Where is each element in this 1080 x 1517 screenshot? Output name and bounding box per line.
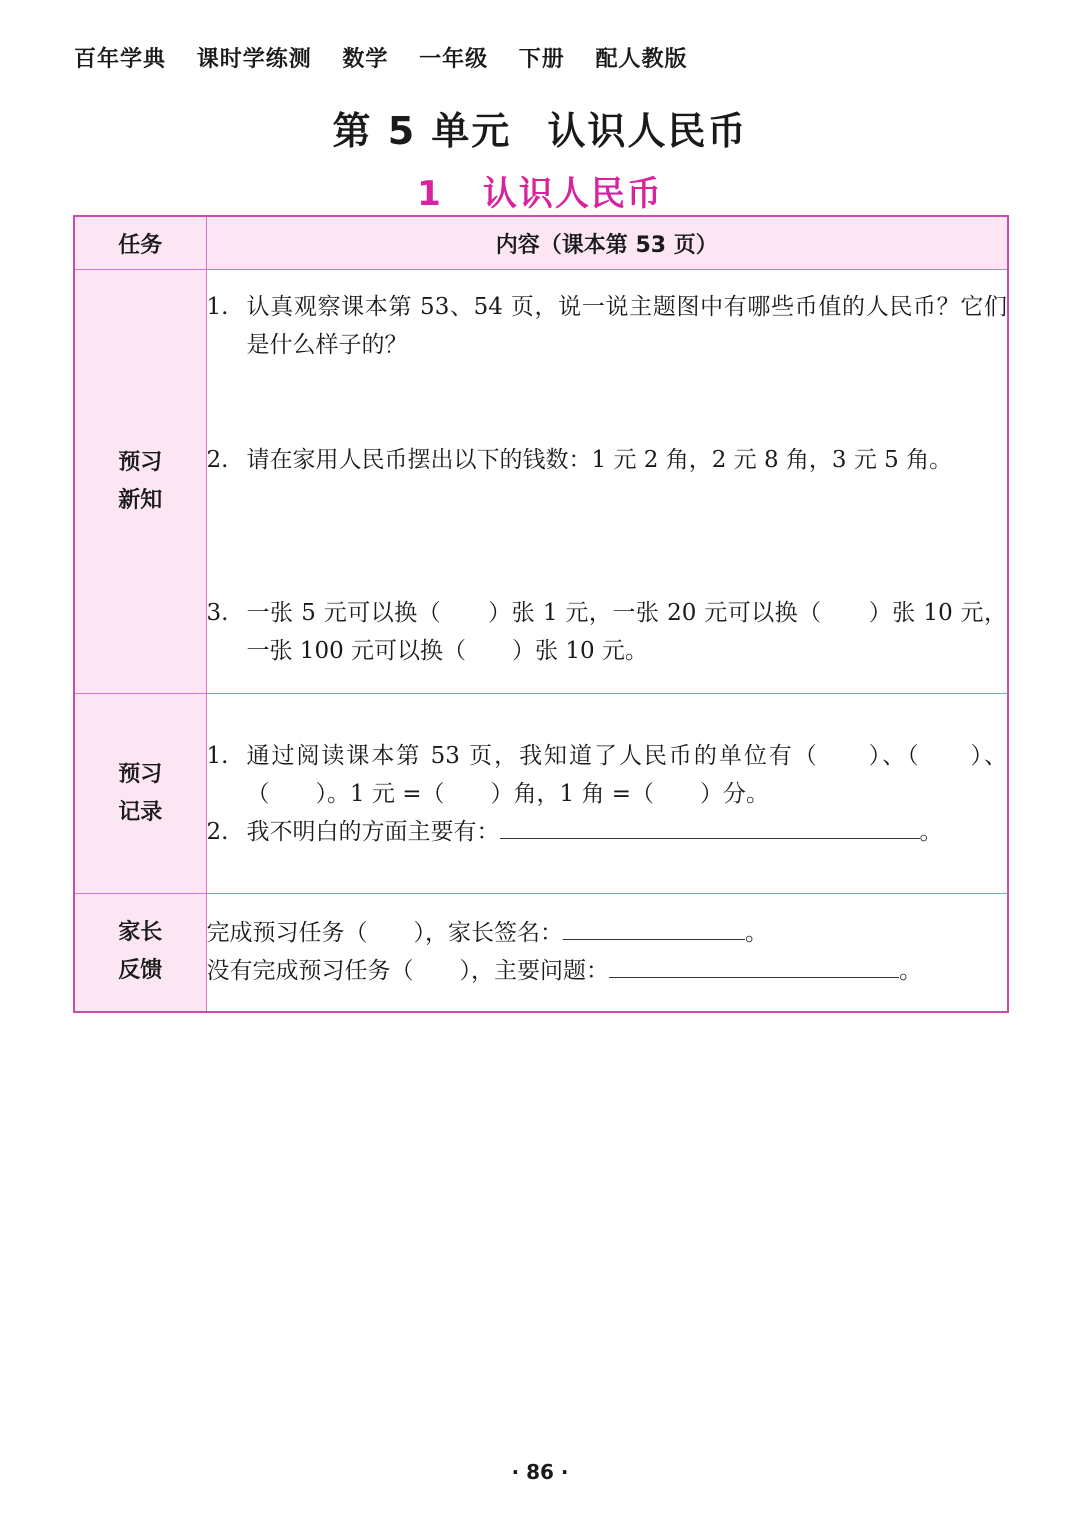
table-row-preview-record: [74, 694, 1008, 894]
feedback-line: 完成预习任务（ ），家长签名： 。: [207, 914, 1008, 952]
unit-number: 第 5 单元: [332, 109, 512, 153]
list-item: 2. 请在家用人民币摆出以下的钱数：1 元 2 角，2 元 8 角，3 元 5 角。: [206, 447, 953, 473]
row-content: [206, 694, 1008, 894]
unit-name: 认识人民币: [547, 109, 748, 153]
table-row-preview-knowledge: [74, 270, 1008, 694]
header-subject: 数学: [342, 47, 389, 72]
signature-blank[interactable]: [563, 915, 745, 940]
page-number: · 86 ·: [511, 1460, 569, 1484]
row-label: 预习 记录: [74, 694, 206, 894]
list-item: 2. 我不明白的方面主要有： 。: [207, 813, 1008, 851]
column-header-content: 内容（课本第 53 页）: [206, 216, 1008, 270]
list-item: 1. 认真观察课本第 53、54 页，说一说主题图中有哪些币值的人民币？它们是什么样子的？: [206, 294, 1007, 358]
header-edition: 配人教版: [595, 47, 688, 72]
list-item: 1. 通过阅读课本第 53 页，我知道了人民币的单位有（ ）、（ ）、（ ）。1 元 =（ ）角，1 角 =（ ）分。: [206, 742, 1007, 807]
lesson-number: 1: [417, 174, 443, 214]
header-book: 课时学练测: [196, 47, 312, 72]
list-item: 3. 一张 5 元可以换（ ）张 1 元，一张 20 元可以换（ ）张 10 元，一张 100 元可以换（ ）张 10 元。: [206, 600, 1007, 664]
header-series: 百年学典: [74, 47, 167, 72]
row-label: 家长 反馈: [74, 894, 206, 1012]
lesson-title: [0, 166, 1080, 215]
row-content: [206, 894, 1008, 1012]
header-volume: 下册: [518, 47, 565, 72]
answer-blank[interactable]: [500, 814, 920, 839]
table-header-row: [74, 216, 1008, 270]
book-header: [74, 42, 709, 73]
problem-blank[interactable]: [609, 953, 899, 978]
task-table: [73, 215, 1009, 1013]
row-label: 预习 新知: [74, 270, 206, 694]
column-header-task: 任务: [74, 216, 206, 270]
table-row-parent-feedback: [74, 894, 1008, 1012]
feedback-line: 没有完成预习任务（ ），主要问题： 。: [207, 952, 1008, 990]
lesson-name: 认识人民币: [482, 174, 663, 214]
row-content: [206, 270, 1008, 694]
unit-title: [0, 100, 1080, 155]
header-grade: 一年级: [419, 47, 489, 72]
